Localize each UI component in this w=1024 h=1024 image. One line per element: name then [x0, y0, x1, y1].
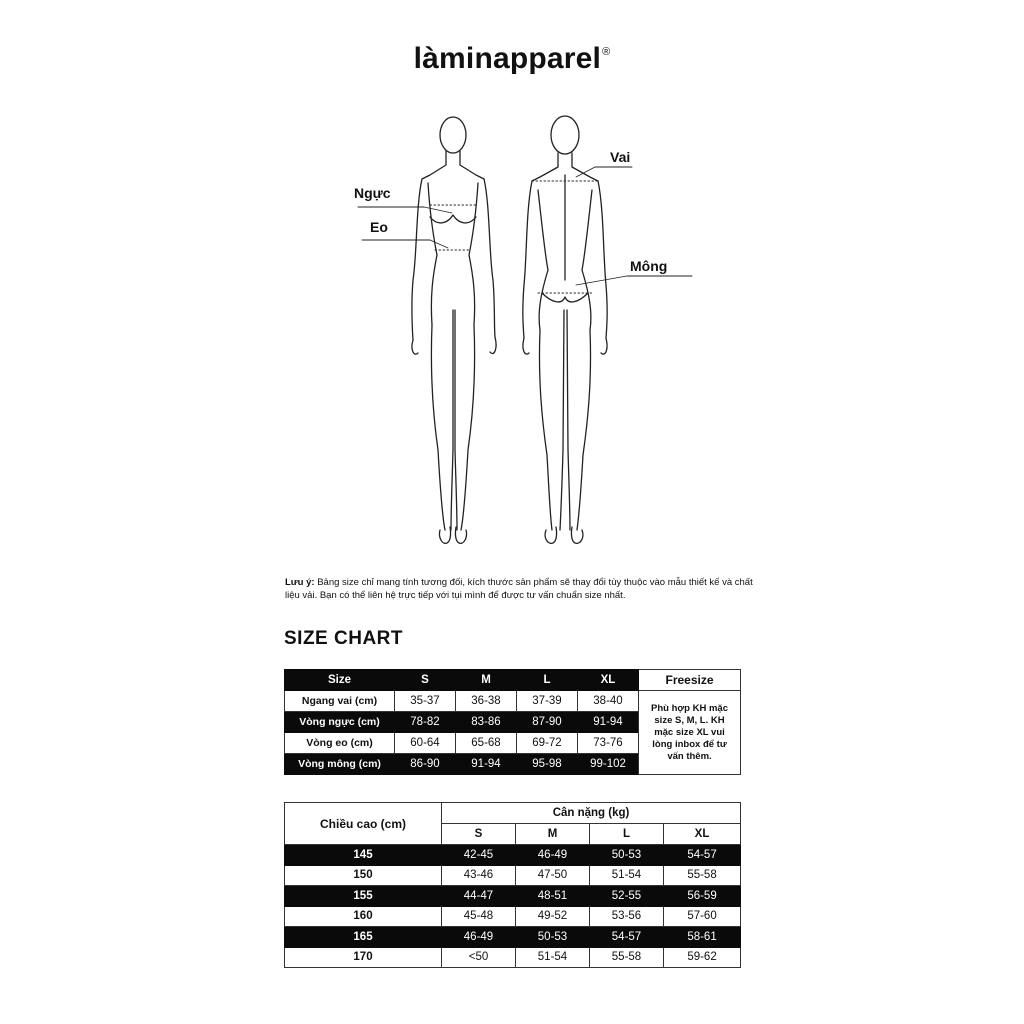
fashion-figures-svg	[280, 105, 750, 555]
table-cell: 59-62	[664, 947, 741, 968]
table-cell: 36-38	[456, 691, 517, 712]
table-cell: 53-56	[590, 906, 664, 927]
table-cell: 55-58	[590, 947, 664, 968]
table-cell: 73-76	[578, 733, 639, 754]
table-cell: 51-54	[590, 865, 664, 886]
header-height: Chiều cao (cm)	[285, 803, 442, 845]
table-cell: 54-57	[590, 927, 664, 948]
size-chart-title: SIZE CHART	[284, 628, 403, 649]
note-lead: Lưu ý:	[285, 577, 315, 588]
table-row	[285, 906, 741, 927]
header-xl: XL	[578, 670, 639, 691]
table-cell: 42-45	[442, 845, 516, 866]
row-label: Vòng eo (cm)	[285, 733, 395, 754]
header-weight: Cân nặng (kg)	[442, 803, 741, 824]
table-cell: 46-49	[442, 927, 516, 948]
label-chest: Ngực	[354, 185, 391, 201]
table-cell: 46-49	[516, 845, 590, 866]
row-label: Ngang vai (cm)	[285, 691, 395, 712]
row-height: 170	[285, 947, 442, 968]
table-cell: 95-98	[517, 754, 578, 775]
table-cell: 35-37	[395, 691, 456, 712]
header-s: S	[442, 824, 516, 845]
header-l: L	[517, 670, 578, 691]
table-cell: 50-53	[590, 845, 664, 866]
header-m: M	[516, 824, 590, 845]
table-cell: 47-50	[516, 865, 590, 886]
row-height: 150	[285, 865, 442, 886]
header-size: Size	[285, 670, 395, 691]
table-row	[285, 947, 741, 968]
table-cell: 50-53	[516, 927, 590, 948]
note-text: Bảng size chỉ mang tính tương đối, kích thước sản phẩm sẽ thay đổi tùy thuộc vào mẫu thiết kế và chất liệu vải. Bạn có thể liên hệ trực tiếp với tụi mình để được tư vấn chuẩn size nhất.	[285, 577, 753, 601]
table-cell: <50	[442, 947, 516, 968]
row-height: 155	[285, 886, 442, 907]
table-row	[285, 927, 741, 948]
table-row	[285, 691, 741, 712]
label-waist: Eo	[370, 219, 388, 235]
table-cell: 58-61	[664, 927, 741, 948]
row-label: Vòng ngực (cm)	[285, 712, 395, 733]
header-s: S	[395, 670, 456, 691]
header-freesize: Freesize	[639, 670, 741, 691]
freesize-note: Phù hợp KH mặc size S, M, L. KH mặc size XL vui lòng inbox để tư vấn thêm.	[639, 691, 741, 775]
label-hip: Mông	[630, 258, 668, 274]
table-header-row	[285, 803, 741, 824]
registered-mark: ®	[602, 46, 611, 58]
table-cell: 48-51	[516, 886, 590, 907]
table-cell: 87-90	[517, 712, 578, 733]
table-cell: 49-52	[516, 906, 590, 927]
size-measurement-table	[284, 669, 741, 775]
table-cell: 83-86	[456, 712, 517, 733]
table-header-row	[285, 670, 741, 691]
table-cell: 57-60	[664, 906, 741, 927]
table-cell: 52-55	[590, 886, 664, 907]
table-cell: 65-68	[456, 733, 517, 754]
table-cell: 43-46	[442, 865, 516, 886]
table-cell: 44-47	[442, 886, 516, 907]
table-cell: 51-54	[516, 947, 590, 968]
size-note	[285, 576, 755, 602]
row-height: 165	[285, 927, 442, 948]
table-cell: 78-82	[395, 712, 456, 733]
header-l: L	[590, 824, 664, 845]
row-label: Vòng mông (cm)	[285, 754, 395, 775]
header-m: M	[456, 670, 517, 691]
table-cell: 54-57	[664, 845, 741, 866]
front-figure	[358, 117, 496, 543]
brand-name: làminapparel	[413, 42, 602, 75]
table-row	[285, 845, 741, 866]
table-cell: 60-64	[395, 733, 456, 754]
table-row	[285, 865, 741, 886]
table-cell: 69-72	[517, 733, 578, 754]
table-cell: 38-40	[578, 691, 639, 712]
label-shoulder: Vai	[610, 149, 631, 165]
table-cell: 56-59	[664, 886, 741, 907]
brand-logo	[0, 42, 1024, 76]
row-height: 145	[285, 845, 442, 866]
table-row	[285, 886, 741, 907]
table-cell: 55-58	[664, 865, 741, 886]
table-cell: 45-48	[442, 906, 516, 927]
table-cell: 91-94	[456, 754, 517, 775]
height-weight-table	[284, 802, 741, 968]
table-cell: 91-94	[578, 712, 639, 733]
header-xl: XL	[664, 824, 741, 845]
table-cell: 37-39	[517, 691, 578, 712]
table-cell: 99-102	[578, 754, 639, 775]
table-cell: 86-90	[395, 754, 456, 775]
body-figure-illustration	[280, 105, 750, 555]
back-figure	[523, 116, 692, 543]
row-height: 160	[285, 906, 442, 927]
